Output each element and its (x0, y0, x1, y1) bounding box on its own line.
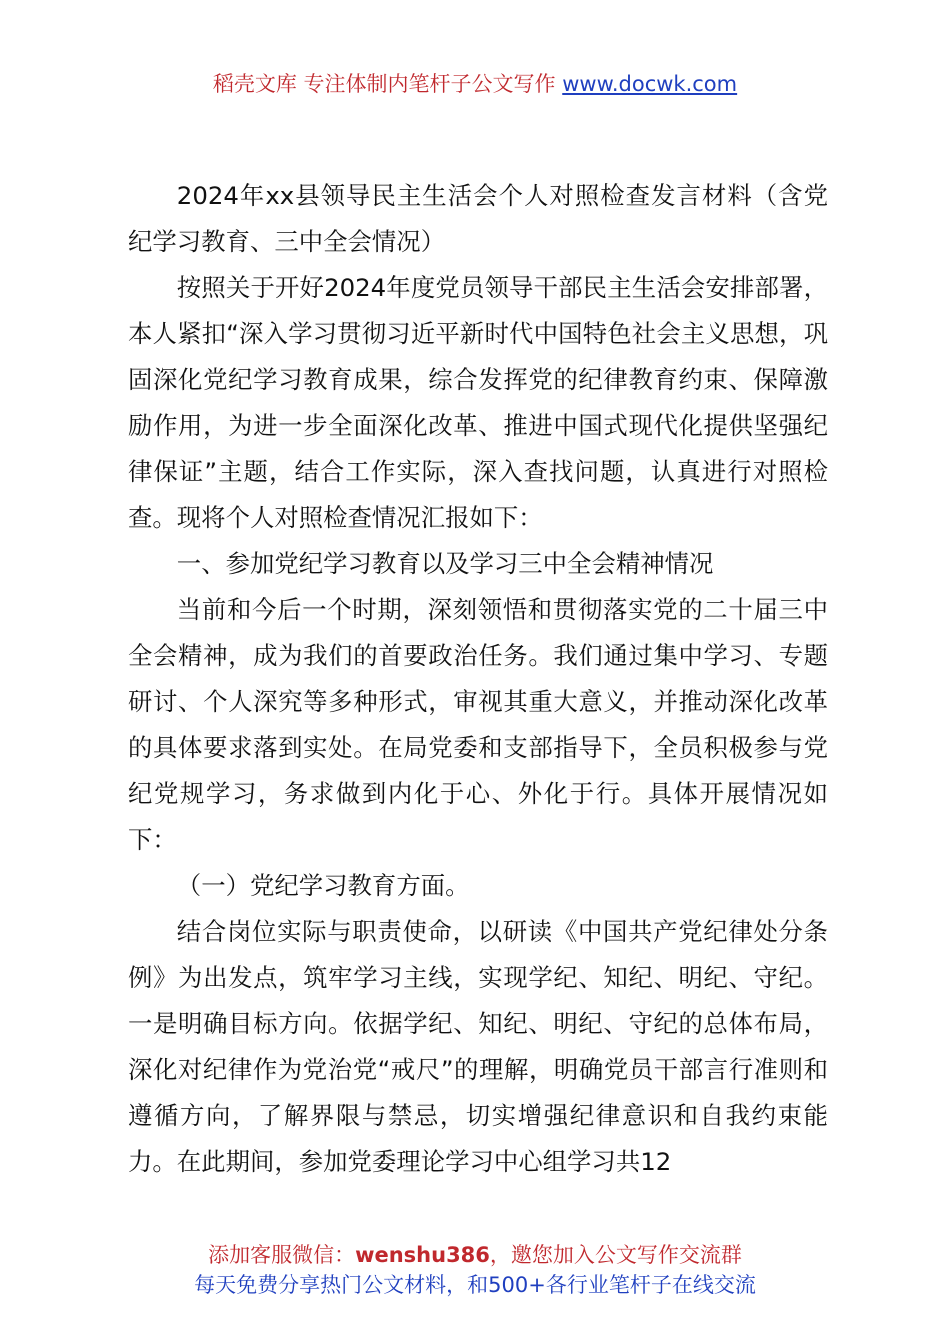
paragraph-intro: 按照关于开好2024年度党员领导干部民主生活会安排部署，本人紧扣“深入学习贯彻习近平新时代中国特色社会主义思想，巩固深化党纪学习教育成果，综合发挥党的纪律教育约束、保障激励作用，为进一步全面深化改革、推进中国式现代化提供坚强纪律保证”主题，结合工作实际，深入查找问题，认真进行对照检查。现将个人对照检查情况汇报如下： (128, 273, 828, 532)
section-heading-1: 一、参加党纪学习教育以及学习三中全会精神情况 (176, 549, 714, 578)
wechat-id: wenshu386 (355, 1243, 490, 1267)
promo-line-1 (0, 1240, 950, 1270)
paragraph-subsection-1: 结合岗位实际与职责使命，以研读《中国共产党纪律处分条例》为出发点，筑牢学习主线，实现学纪、知纪、明纪、守纪。一是明确目标方向。依据学纪、知纪、明纪、守纪的总体布局，深化对纪律作为党治党“戒尺”的理解，明确党员干部言行准则和遵循方向，了解界限与禁忌，切实增强纪律意识和自我约束能力。在此期间，参加党委理论学习中心组学习共12 (128, 917, 828, 1176)
watermark-header (0, 70, 950, 98)
document-title: 2024年xx县领导民主生活会个人对照检查发言材料（含党纪学习教育、三中全会情况） (128, 181, 828, 256)
promo-prefix: 添加客服微信： (208, 1243, 356, 1267)
promo-footer (0, 1240, 950, 1300)
promo-line-2: 每天免费分享热门公文材料，和500+各行业笔杆子在线交流 (194, 1273, 756, 1297)
brand-tagline: 稻壳文库 专注体制内笔杆子公文写作 (212, 72, 556, 96)
site-link[interactable]: www.docwk.com (562, 72, 738, 96)
promo-suffix: ，邀您加入公文写作交流群 (489, 1243, 742, 1267)
document-body (128, 173, 828, 1185)
paragraph-section-1: 当前和今后一个时期，深刻领悟和贯彻落实党的二十届三中全会精神，成为我们的首要政治任务。我们通过集中学习、专题研讨、个人深究等多种形式，审视其重大意义，并推动深化改革的具体要求落到实处。在局党委和支部指导下，全员积极参与党纪党规学习，务求做到内化于心、外化于行。具体开展情况如下： (128, 595, 828, 854)
subsection-heading-1: （一）党纪学习教育方面。 (176, 871, 470, 900)
